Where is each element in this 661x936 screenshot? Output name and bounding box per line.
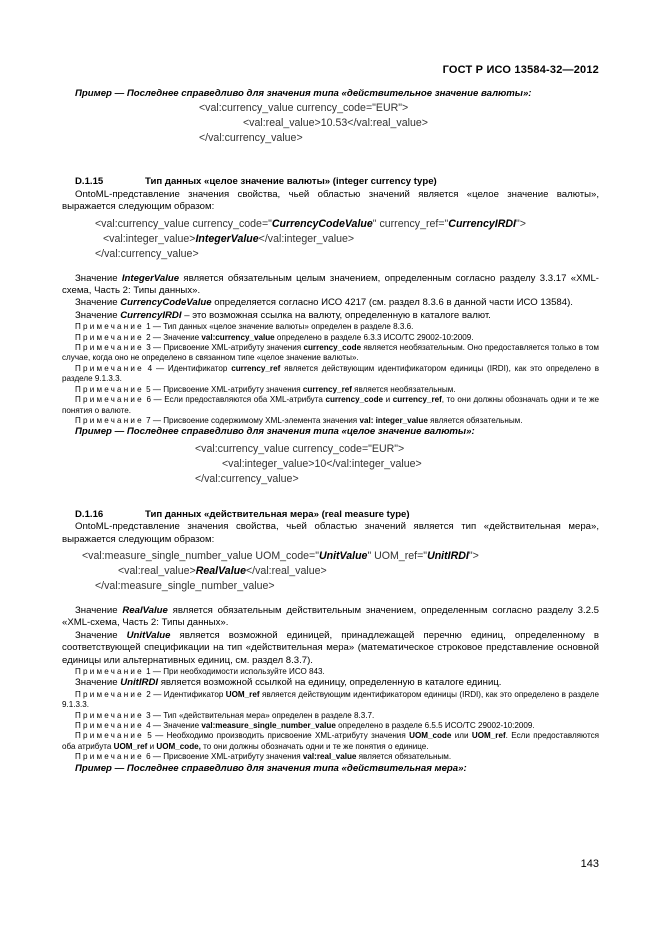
note: Примечание 4 — Значение val:measure_single_number_value определено в разделе 6.5.5 ИСО/ТС 29002-10:2009. (75, 721, 535, 730)
paragraph: Значение CurrencyCodeValue определяется согласно ИСО 4217 (см. раздел 8.3.6 в данной части ИСО 13584). (75, 297, 573, 309)
note: Примечание 3 — Присвоение XML-атрибуту значения currency_code является необязательным. Оно предоставляется только в том случае, когда оно не определено в связанном типе «целое значение валюты». (62, 343, 599, 363)
note: Примечание 5 — Присвоение XML-атрибуту значения currency_ref является необязательным. (75, 384, 456, 394)
section-heading: D.1.16 Тип данных «действительная мера» (real measure type) (75, 508, 410, 520)
section-heading: D.1.15 Тип данных «целое значение валюты» (integer currency type) (75, 176, 437, 188)
xml-line: </val:currency_value> (199, 132, 303, 145)
xml-line: <val:currency_value currency_code="EUR"> (195, 442, 405, 455)
note: Примечание 7 — Присвоение содержимому XML-элемента значения val: integer_value является обязательным. (75, 415, 523, 425)
note: Примечание 5 — Необходимо производить присвоение XML-атрибуту значения UOM_code или UOM_ref. Если предоставляются оба атрибута UOM_ref и UOM_code, то они должны обозначать одни и те же понятия о единице. (62, 731, 599, 751)
note: Примечание 2 — Значение val:currency_value определено в разделе 6.3.3 ИСО/ТС 29002-10:2009. (75, 332, 474, 342)
xml-line: </val:currency_value> (95, 247, 199, 260)
xml-line: </val:measure_single_number_value> (95, 579, 275, 592)
xml-line: <val:measure_single_number_value UOM_code="UnitValue" UOM_ref="UnitIRDI"> (82, 549, 479, 562)
note: Примечание 6 — Если предоставляются оба XML-атрибута currency_code и currency_ref, то они должны обозначать одни и те же понятия о валюте. (62, 395, 599, 415)
paragraph: Значение CurrencyIRDI – это возможная ссылка на валюту, определенную в каталоге валют. (75, 309, 491, 321)
xml-line: <val:currency_value currency_code="CurrencyCodeValue" currency_ref="CurrencyIRDI"> (95, 217, 526, 230)
paragraph: OntoML-представление значения свойства, чьей областью значений является тип «действительная мера», выражается следующим образом: (62, 521, 599, 545)
note: Примечание 2 — Идентификатор UOM_ref является действующим идентификатором единицы (IRDI), как это определено в разделе 9.1.3.3. (62, 689, 600, 710)
note: Примечание 1 — При необходимости используйте ИСО 843. (75, 666, 325, 676)
standard-header: ГОСТ Р ИСО 13584-32—2012 (442, 64, 599, 76)
xml-line: <val:currency_value currency_code="EUR"> (199, 102, 409, 115)
xml-line: </val:currency_value> (195, 472, 299, 485)
xml-line: <val:real_value>10.53</val:real_value> (243, 117, 428, 130)
paragraph: Значение UnitIRDI является возможной ссылкой на единицу, определенную в каталоге единиц. (75, 677, 502, 689)
xml-line: <val:integer_value>10</val:integer_value> (222, 457, 422, 470)
page-body (62, 88, 599, 775)
note: Примечание 3 — Тип «действительная мера» определен в разделе 8.3.7. (75, 710, 375, 720)
paragraph: Значение RealValue является обязательным действительным значением, определенным согласно разделу 3.2.5 «XML-схема, Часть 2: Типы данных». (62, 604, 599, 629)
xml-line: <val:integer_value>IntegerValue</val:integer_value> (103, 232, 355, 245)
example-title: Пример — Последнее справедливо для значения типа «действительное значение валюты»: (75, 88, 532, 99)
paragraph: Значение UnitValue является возможной единицей, принадлежащей перечню единиц, определенному в соответствующей спецификации на тип «действительная мера» (математическое строковое представление основной единицы или альтернативных единиц, см. раздел 8.3.7). (62, 629, 599, 666)
paragraph: Значение IntegerValue является обязательным целым значением, определенным согласно разделу 3.3.17 «XML-схема, Часть 2: Типы данных». (62, 272, 599, 297)
paragraph: OntoML-представление значения свойства, чьей областью значений является «целое значение валюты», выражается следующим образом: (62, 188, 599, 213)
xml-line: <val:real_value>RealValue</val:real_value> (118, 564, 327, 577)
example-title: Пример — Последнее справедливо для значения типа «целое значение валюты»: (75, 426, 475, 438)
example-title: Пример — Последнее справедливо для значения типа «действительная мера»: (75, 762, 467, 774)
note: Примечание 6 — Присвоение XML-атрибуту значения val:real_value является обязательным. (75, 752, 452, 762)
note: Примечание 4 — Идентификатор currency_ref является действующим идентификатором единицы (IRDI), как это определено в разделе 9.1.3.3. (62, 363, 600, 384)
note: Примечание 1 — Тип данных «целое значение валюты» определен в разделе 8.3.6. (75, 322, 414, 332)
page-number: 143 (580, 858, 599, 870)
